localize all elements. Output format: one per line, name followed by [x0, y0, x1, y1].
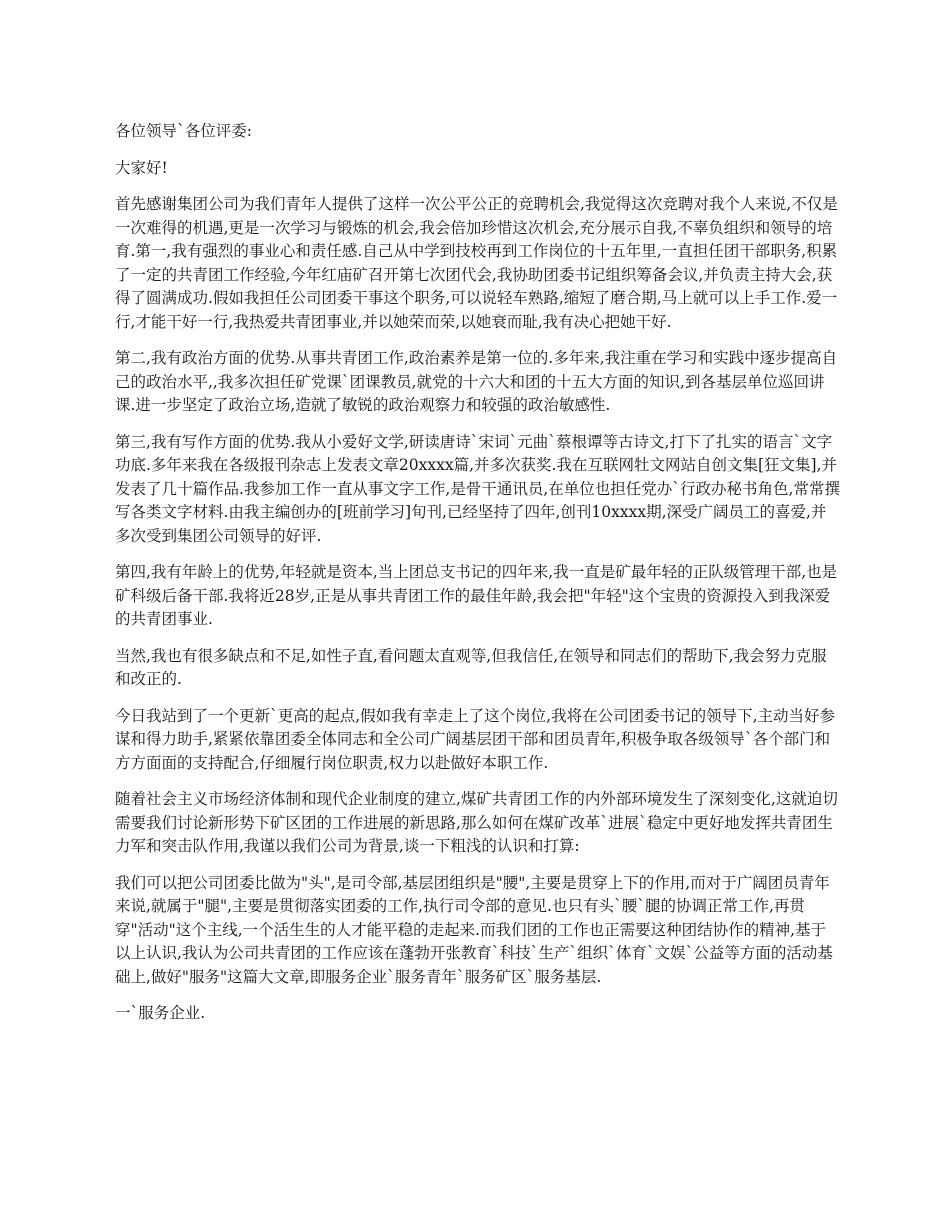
paragraph-metaphor: 我们可以把公司团委比做为"头",是司令部,基层团组织是"腰",主要是贯穿上下的作用,而对于广阔团员青年来说,就属于"腿",主要是贯彻落实团委的工作,执行司令部的意见.也只有头`腰`腿的协调正常工作,再贯穿"活动"这个主线,一个活生生的人才能平稳的走起来.而我们团的工作也正需要这种团结协作的精神,基于以上认识,我认为公司共青团的工作应该在蓬勃开张教育`科技`生产`组织`体育`文娱`公益等方面的活动基础上,做好"服务"这篇大文章,即服务企业`服务青年`服务矿区`服务基层.: [115, 873, 833, 986]
paragraph-shortcomings: 当然,我也有很多缺点和不足,如性子直,看问题太直观等,但我信任,在领导和同志们的帮助下,我会努力克服和改正的.: [115, 646, 827, 688]
paragraph-political-advantage: 第二,我有政治方面的优势.从事共青团工作,政治素养是第一位的.多年来,我注重在学习和实践中逐步提高自己的政治水平,,我多次担任矿党课`团课教员,就党的十六大和团的十五大方面的知识,到各基层单位巡回讲课.进一步坚定了政治立场,造就了敏锐的政治观察力和较强的政治敏感性.: [115, 349, 838, 414]
paragraph-age-advantage: 第四,我有年龄上的优势,年轻就是资本,当上团总支书记的四年来,我一直是矿最年轻的正队级管理干部,也是矿科级后备干部.我将近28岁,正是从事共青团工作的最佳年龄,我会把"年轻"这个宝贵的资源投入到我深爱的共青团事业.: [115, 563, 838, 628]
paragraph-intro: 首先感谢集团公司为我们青年人提供了这样一次公平公正的竞聘机会,我觉得这次竞聘对我个人来说,不仅是一次难得的机遇,更是一次学习与锻炼的机会,我会倍加珍惜这次机会,充分展示自我,不辜负组织和领导的培育.第一,我有强烈的事业心和责任感.自己从中学到技校再到工作岗位的十五年里,一直担任团干部职务,积累了一定的共青团工作经验,今年红庙矿召开第七次团代会,我协助团委书记组织筹备会议,并负责主持大会,获得了圆满成功.假如我担任公司团委干事这个职务,可以说轻车熟路,缩短了磨合期,马上就可以上手工作.爱一行,才能干好一行,我热爱共青团事业,并以她荣而荣,以她衰而耻,我有决心把她干好.: [115, 195, 838, 331]
paragraph-context: 随着社会主义市场经济体制和现代企业制度的建立,煤矿共青团工作的内外部环境发生了深刻变化,这就迫切需要我们讨论新形势下矿区团的工作进展的新思路,那么如何在煤矿改革`进展`稳定中更好地发挥共青团生力军和突击队作用,我谨以我们公司为背景,谈一下粗浅的认识和打算:: [115, 790, 838, 855]
section-heading: 一`服务企业.: [115, 1004, 206, 1022]
greeting: 大家好!: [115, 158, 168, 177]
paragraph-commitment: 今日我站到了一个更新`更高的起点,假如我有幸走上了这个岗位,我将在公司团委书记的领导下,主动当好参谋和得力助手,紧紧依靠团委全体同志和全公司广阔基层团干部和团员青年,积极争取各级领导`各个部门和方方面面的支持配合,仔细履行岗位职责,权力以赴做好本职工作.: [115, 706, 836, 772]
paragraph-writing-advantage: 第三,我有写作方面的优势.我从小爱好文学,研读唐诗`宋词`元曲`蔡根谭等古诗文,打下了扎实的语言`文字功底.多年来我在各级报刊杂志上发表文章20xxxx篇,并多次获奖.我在互联网牡文网站自创文集[狂文集],并发表了几十篇作品.我参加工作一直从事文字工作,是骨干通讯员,在单位也担任党办`行政办秘书角色,常常撰写各类文字材料.由我主编创办的[班前学习]旬刊,已经坚持了四年,创刊10xxxx期,深受广阔员工的喜爱,并多次受到集团公司领导的好评.: [115, 432, 840, 545]
salutation: 各位领导`各位评委:: [115, 122, 252, 140]
document-body: [115, 120, 840, 1039]
